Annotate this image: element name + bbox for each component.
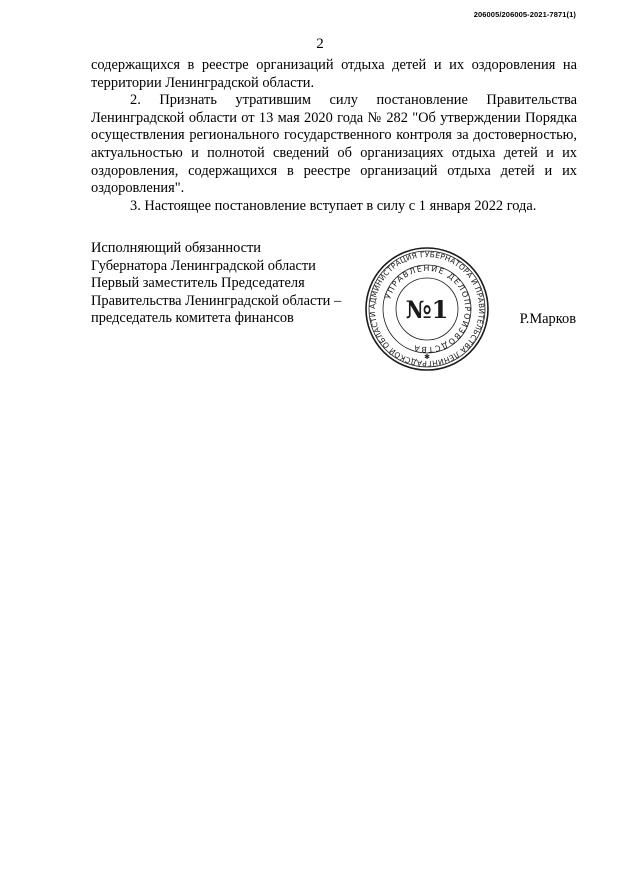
signer-position-line: Правительства Ленинградской области – xyxy=(91,292,342,309)
page-number: 2 xyxy=(316,36,324,52)
signature-block xyxy=(91,240,351,328)
seal-star-icon: ✱ xyxy=(424,353,430,361)
official-seal xyxy=(364,246,490,372)
seal-outer-text: АДМИНИСТРАЦИЯ ГУБЕРНАТОРА И ПРАВИТЕЛЬСТВА ЛЕНИНГРАДСКОЙ ОБЛАСТИ xyxy=(367,249,487,369)
signer-position-line: Исполняющий обязанности xyxy=(91,240,262,256)
signer-position-line: Губернатора Ленинградской области xyxy=(91,257,316,274)
document-id: 206005/206005-2021-7871(1) xyxy=(473,10,576,19)
document-body xyxy=(91,57,577,215)
seal-number: №1 xyxy=(405,295,449,324)
paragraph-2: 2. Признать утратившим силу постановление Правительства Ленинградской области от 13 мая 2020 года № 282 "Об утверждении Порядка осуществления регионального государственного контроля за достоверностью, актуальностью и полнотой сведений об организациях отдыха детей и их оздоровления, содержащихся в реестре организаций отдыха детей и их оздоровления". xyxy=(91,92,577,197)
signer-position-line: председатель комитета финансов xyxy=(91,310,294,327)
seal-inner-text: УПРАВЛЕНИЕ ДЕЛОПРОИЗВОДСТВА xyxy=(383,263,473,355)
paragraph-continuation: содержащихся в реестре организаций отдыха детей и их оздоровления на территории Ленинградской области. xyxy=(91,57,577,91)
signer-position-line: Первый заместитель Председателя xyxy=(91,275,305,292)
paragraph-3: 3. Настоящее постановление вступает в силу с 1 января 2022 года. xyxy=(130,197,537,214)
signer-name: Р.Марков xyxy=(519,311,576,327)
